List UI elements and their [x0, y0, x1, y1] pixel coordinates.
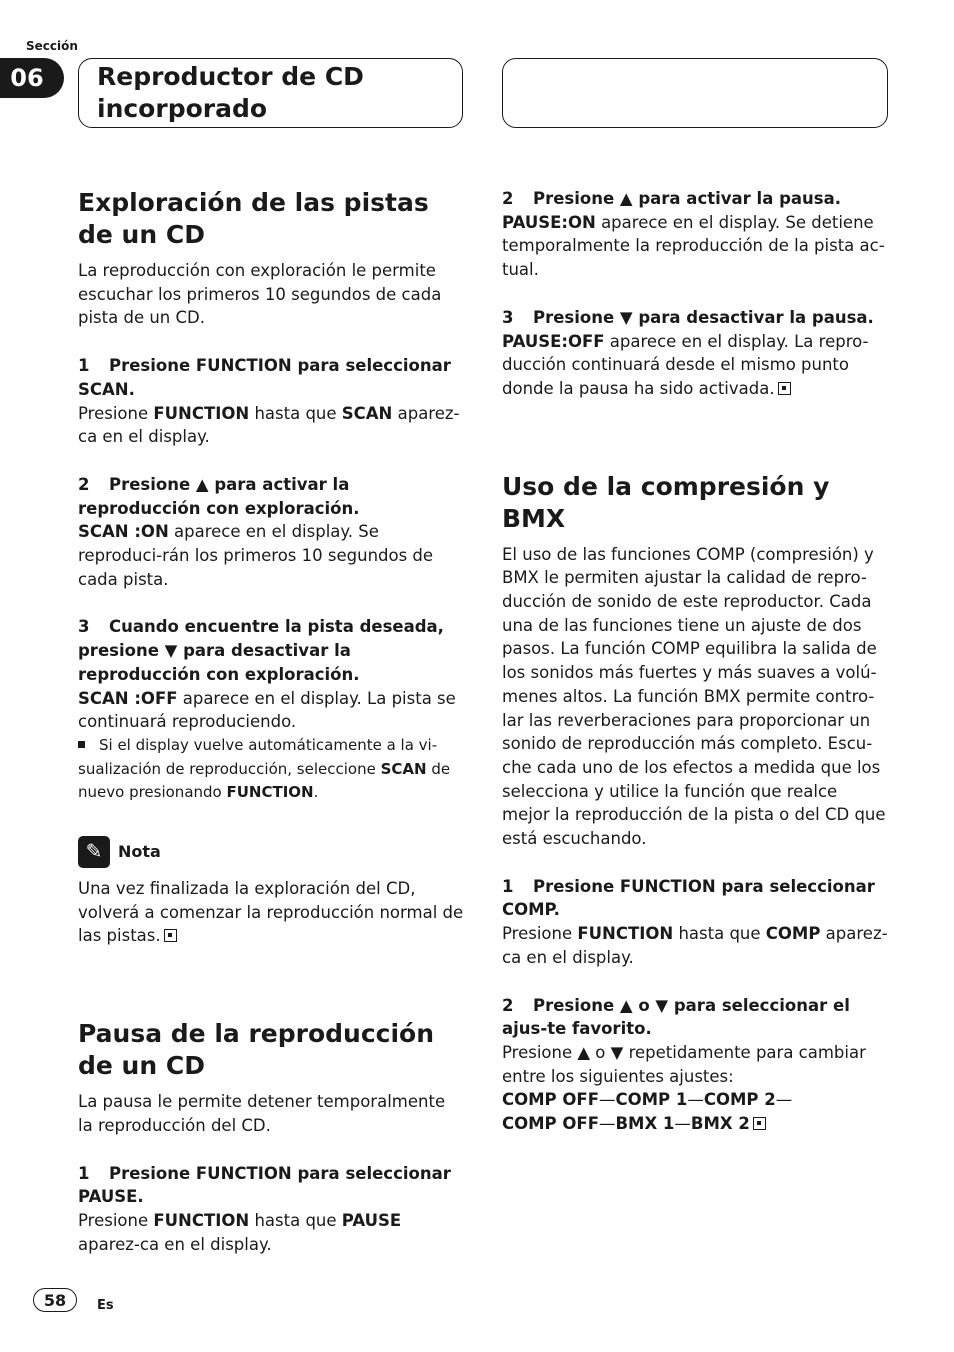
end-mark-icon: [753, 1117, 766, 1130]
seq-dash: —: [775, 1090, 793, 1110]
scan-step3-text: [78, 687, 464, 734]
pause-step1-mid: hasta que: [249, 1210, 342, 1230]
comp-step1-mid: hasta que: [673, 924, 766, 944]
scan-step1-function: FUNCTION: [153, 403, 250, 423]
pause-step3-display: PAUSE:OFF: [502, 331, 605, 351]
pause-step1-pre: Presione: [78, 1210, 154, 1230]
comp-step1-title: [502, 875, 888, 922]
left-column: [78, 187, 464, 1256]
comp-sequence-1: [502, 1088, 888, 1112]
comp-step1-function: FUNCTION: [577, 924, 674, 944]
seq1-item-a: COMP OFF: [502, 1090, 599, 1110]
scan-step1-mid: hasta que: [249, 403, 342, 423]
comp-sequence-2: [502, 1112, 888, 1136]
comp-step1-number: 1: [502, 876, 514, 896]
comp-step2-title: [502, 994, 888, 1041]
pause-heading: Pausa de la reproducción de un CD: [78, 1019, 435, 1081]
scan-intro: La reproducción con exploración le permite escuchar los primeros 10 segundos de cada pista de un CD.: [78, 261, 442, 328]
scan-step3-desc: aparece en el display. La pista se continuará reproduciendo.: [78, 688, 456, 732]
seq-dash: —: [687, 1090, 704, 1110]
note-header: [78, 835, 464, 869]
scan-step1-title-text: Presione FUNCTION para seleccionar SCAN.: [78, 356, 451, 399]
seq2-item-b: BMX 1: [615, 1114, 675, 1134]
pause-step3-desc: aparece en el display. La repro-ducción continuará desde el mismo punto donde la pausa ha sido activada.: [502, 331, 869, 398]
comp-heading: Uso de la compresión y BMX: [502, 471, 830, 533]
comp-step1-pre: Presione: [502, 924, 578, 944]
pause-intro: La pausa le permite detener temporalmente la reproducción del CD.: [78, 1092, 446, 1135]
pause-step2-text: [502, 211, 888, 282]
scan-step2-title: [78, 473, 464, 520]
seq2-item-a: COMP OFF: [502, 1114, 599, 1134]
pause-step2-number: 2: [502, 189, 514, 208]
comp-step1-post: aparez-ca en el display.: [502, 924, 888, 967]
comp-step1-comp: COMP: [765, 924, 821, 944]
pause-step2-title-text: Presione ▲ para activar la pausa.: [533, 189, 841, 208]
right-column: [502, 187, 888, 1136]
end-mark-icon: [164, 929, 177, 942]
comp-step2-number: 2: [502, 995, 514, 1015]
pause-step2-desc: aparece en el display. Se detiene temporalmente la reproducción de la pista ac-tual.: [502, 212, 885, 280]
comp-step2-title-text: Presione ▲ o ▼ para seleccionar el ajus-te favorito.: [502, 995, 850, 1039]
pause-step1-post: aparez-ca en el display.: [78, 1234, 272, 1254]
comp-intro: El uso de las funciones COMP (compresión) y BMX le permiten ajustar la calidad de repro-ducción de sonido de este reproductor. Cada una de las funciones tiene un ajuste de dos pasos. La función COMP equilibra la salida de los sonidos más fuertes y más suaves a volú-menes altos. La función BMX permite contro-lar las reverberaciones para proporcionar un sonido de reproducción más completo. Escu-che cada uno de los efectos a medida que los selecciona y utilice la función que realce mejor la reproducción de la pista o del CD que está escuchando.: [502, 544, 886, 849]
empty-header-box: [502, 58, 888, 128]
section-label: Sección: [26, 39, 78, 53]
pencil-note-icon: ✎: [78, 836, 110, 868]
pause-step1-text: [78, 1209, 464, 1256]
comp-step1-title-text: Presione FUNCTION para seleccionar COMP.: [502, 876, 875, 920]
scan-bullet-pre: Si el display vuelve automáticamente a la vi-sualización de reproducción, seleccione: [78, 735, 438, 778]
scan-step2-text: [78, 520, 464, 591]
scan-heading: Exploración de las pistas de un CD: [78, 188, 429, 249]
seq1-item-b: COMP 1: [615, 1090, 688, 1110]
section-number-badge: 06: [0, 58, 64, 98]
scan-bullet-note: [78, 734, 464, 805]
section-title-box: [78, 58, 463, 128]
pause-step3-title-text: Presione ▼ para desactivar la pausa.: [533, 307, 874, 327]
scan-bullet-function: FUNCTION: [226, 783, 314, 802]
pause-step2-title: [502, 187, 888, 211]
pause-step1-function: FUNCTION: [153, 1210, 250, 1230]
seq-dash: —: [598, 1114, 616, 1134]
scan-step3-number: 3: [78, 617, 90, 637]
scan-step3-title: [78, 615, 464, 686]
scan-bullet-post: .: [313, 783, 319, 802]
pause-step2-display: PAUSE:ON: [502, 212, 596, 232]
note-text: [78, 877, 464, 948]
page-number: 58: [33, 1288, 77, 1312]
note-text-body: Una vez finalizada la exploración del CD, volverá a comenzar la reproducción normal de las pistas.: [78, 879, 464, 946]
pause-step1-pause: PAUSE: [341, 1210, 402, 1230]
seq1-item-c: COMP 2: [703, 1090, 776, 1110]
pause-step1-title-text: Presione FUNCTION para seleccionar PAUSE.: [78, 1163, 451, 1207]
scan-step2-number: 2: [78, 474, 90, 494]
scan-bullet-mid: de nuevo presionando: [78, 759, 451, 802]
scan-step3-display: SCAN :OFF: [78, 688, 178, 708]
pause-step3-number: 3: [502, 307, 514, 327]
language-code: Es: [97, 1298, 114, 1313]
end-mark-icon: [778, 382, 791, 395]
scan-step1-text: [78, 402, 464, 449]
scan-step1-scan: SCAN: [341, 403, 393, 423]
scan-step1-post: aparez-ca en el display.: [78, 403, 460, 447]
scan-step2-title-text: Presione ▲ para activar la reproducción con exploración.: [78, 474, 360, 518]
bullet-icon: [78, 741, 85, 748]
section-title-line1: Reproductor de CD: [97, 62, 364, 91]
scan-step2-desc: aparece en el display. Se reproduci-rán los primeros 10 segundos de cada pista.: [78, 522, 434, 589]
comp-step1-text: [502, 922, 888, 969]
scan-step3-title-text: Cuando encuentre la pista deseada, presione ▼ para desactivar la reproducción con exploración.: [78, 617, 444, 684]
seq2-item-c: BMX 2: [690, 1114, 750, 1134]
scan-bullet-scan: SCAN: [380, 759, 427, 778]
note-label: Nota: [118, 842, 161, 862]
scan-step1-title: [78, 354, 464, 401]
comp-step2-text: Presione ▲ o ▼ repetidamente para cambiar entre los siguientes ajustes:: [502, 1042, 866, 1086]
pause-step3-text: [502, 330, 888, 401]
scan-step1-number: 1: [78, 356, 90, 376]
seq-dash: —: [674, 1114, 691, 1134]
pause-step1-number: 1: [78, 1163, 90, 1183]
seq-dash: —: [598, 1090, 616, 1110]
scan-step1-pre: Presione: [78, 403, 154, 423]
section-title-line2: incorporado: [97, 94, 268, 123]
pause-step1-title: [78, 1162, 464, 1209]
scan-step2-display: SCAN :ON: [78, 522, 169, 542]
pause-step3-title: [502, 306, 888, 330]
